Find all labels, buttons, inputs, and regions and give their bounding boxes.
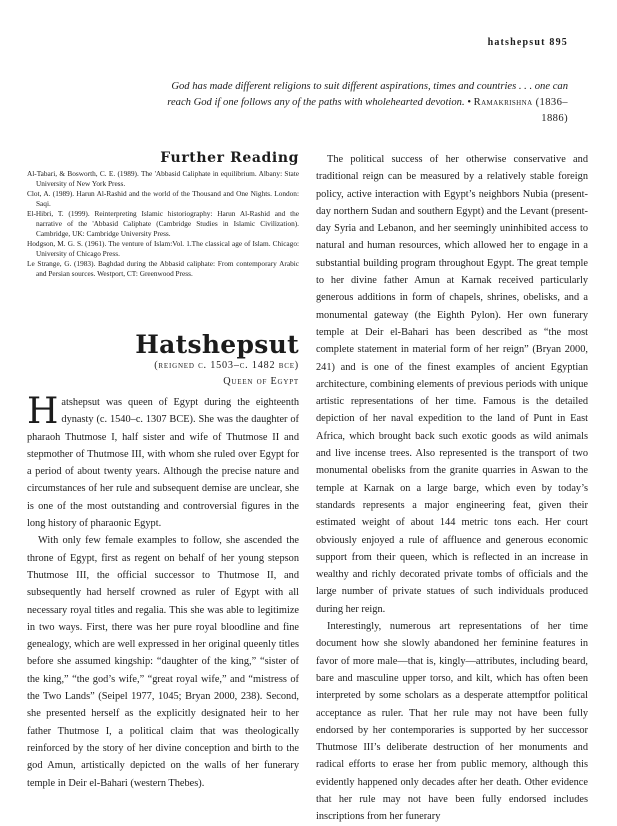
right-column <box>316 151 588 826</box>
entry-body-left <box>27 391 299 792</box>
epigraph-attribution: Ramakrishna (1836–1886) <box>473 97 568 124</box>
further-reading-item: El-Hibri, T. (1999). Reinterpreting Islamic historiography: Harun Al-Rashid and the narrative of the 'Abbasid Caliphate (Cambridge Studies in Islamic Civilization). Cambridge, UK: Cambridge University Press. <box>27 209 299 238</box>
entry-title: Hatshepsut <box>135 330 299 359</box>
further-reading-heading: Further Reading <box>160 150 299 166</box>
left-column <box>27 150 299 789</box>
entry-role: Queen of Egypt <box>223 376 299 387</box>
body-paragraph: With only few female examples to follow, she ascended the throne of Egypt, first as regent on behalf of her young stepson Thutmose III, the official successor to Thutmose II, and subsequently had herself crowned as ruler of Egypt with all necessary royal titles and regalia. This she was able to legitimize in two ways. First, there was her pure royal bloodline and fine genealogy, which are well expressed in her original queenly titles before she assumed kingship: “daughter of the king,” “sister of the king,” “the god’s wife,” “great royal wife,” and “mistress of the Two Lands” (Seipel 1977, 1045; Bryan 2000, 238). Second, she presented herself as the explicitly designated heir to her father Thutmose I, a political claim that was theologically reinforced by the story of her divine conception and birth to the god Amun, artistically depicted on the walls of her funerary temple in Deir el-Bahari (western Thebes). <box>27 535 299 789</box>
epigraph <box>148 79 568 127</box>
body-paragraph-text: atshepsut was queen of Egypt during the eighteenth dynasty (c. 1540–c. 1307 BCE). She was the daughter of pharaoh Thutmose I, half sister and wife of Thutmose II and stepmother of Thutmose III, with whom she ruled over Egypt for a period of about twenty years. Although the precise nature and circumstances of her rule and subsequent demise are unclear, she is one of the most outstanding and controversial figures in the long history of pharaonic Egypt. <box>27 397 299 530</box>
drop-cap: H <box>27 391 59 432</box>
body-paragraph <box>27 391 299 532</box>
further-reading-list <box>27 169 299 279</box>
epigraph-quote: God has made different religions to suit different aspirations, times and countries . . . one can reach God if one follows any of the paths with wholehearted devotion. <box>167 81 568 108</box>
further-reading-item: Hodgson, M. G. S. (1961). The venture of Islam:Vol. 1.The classical age of Islam. Chicago: University of Chicago Press. <box>27 239 299 258</box>
body-paragraph: Interestingly, numerous art representations of her time document how she slowly abandoned her feminine features in favor of more male—that is, kingly—attributes, including beard, bare and masculine upper torso, and kilt, which has often been interpreted by some scholars as a desperate attemptfor political acceptance as ruler. That her rule may not have been fully endorsed by her contemporaries is supported by her successor Thutmose III’s deliberate destruction of her monuments and radical efforts to erase her from public memory, although this evidently happened only decades after her death. Other evidence that her rule may not have been fully endorsed includes inscriptions from her funerary <box>316 621 588 823</box>
body-paragraph: The political success of her otherwise conservative and traditional reign can be measured by a relatively stable foreign policy, active interaction with Egypt’s neighbors Nubia (present-day northern Sudan and southern Egypt) and the Levant (present-day Syria and Lebanon, and her seemingly uninhibited access to natural and human resources, which allowed her to engage in a substantial building program throughout Egypt. The great temple to her divine father Amun at Karnak received particularly generous additions in form of chapels, shrines, obelisks, and a monumental gateway (the Eighth Pylon). Her own funerary temple at Deir el-Bahari has been described as “the most complete statement in material form of her reign” (Bryan 2000, 241) and is one of the finest examples of ancient Egyptian architecture, combining elements of previous periods with unique artistic representations of her time. Famous is the detailed depiction of her naval expedition to the land of Punt in East Africa, which brought back such exotic goods as wild animals and live incense trees. Also represented is the transport of two monumental obelisks from the granite quarries in Aswan to the temple at Karnak on a large barge, which even by today’s standards represents a major engineering feat, given their estimated weight of about 144 metric tons each. Her court obviously enjoyed a rule of affluence and generous economic support from their queen, which is reflected in an increase in wealthy and richly decorated private tombs of officials and the large number of private statues of such individuals produced during her reign. <box>316 154 588 615</box>
further-reading-item: Clot, A. (1989). Harun Al-Rashid and the world of the Thousand and One Nights. London: Saqi. <box>27 189 299 208</box>
epigraph-bullet: • <box>467 97 471 108</box>
running-head: hatshepsut 895 <box>487 37 568 48</box>
further-reading-item: Le Strange, G. (1983). Baghdad during the Abbasid caliphate: From contemporary Arabic and Persian sources. Westport, CT: Greenwood Press. <box>27 259 299 278</box>
entry-dates: (reigned c. 1503–c. 1482 bce) <box>154 360 299 371</box>
further-reading-item: Al-Tabari, & Bosworth, C. E. (1989). The 'Abbasid Caliphate in equilibrium. Albany: State University of New York Press. <box>27 169 299 188</box>
